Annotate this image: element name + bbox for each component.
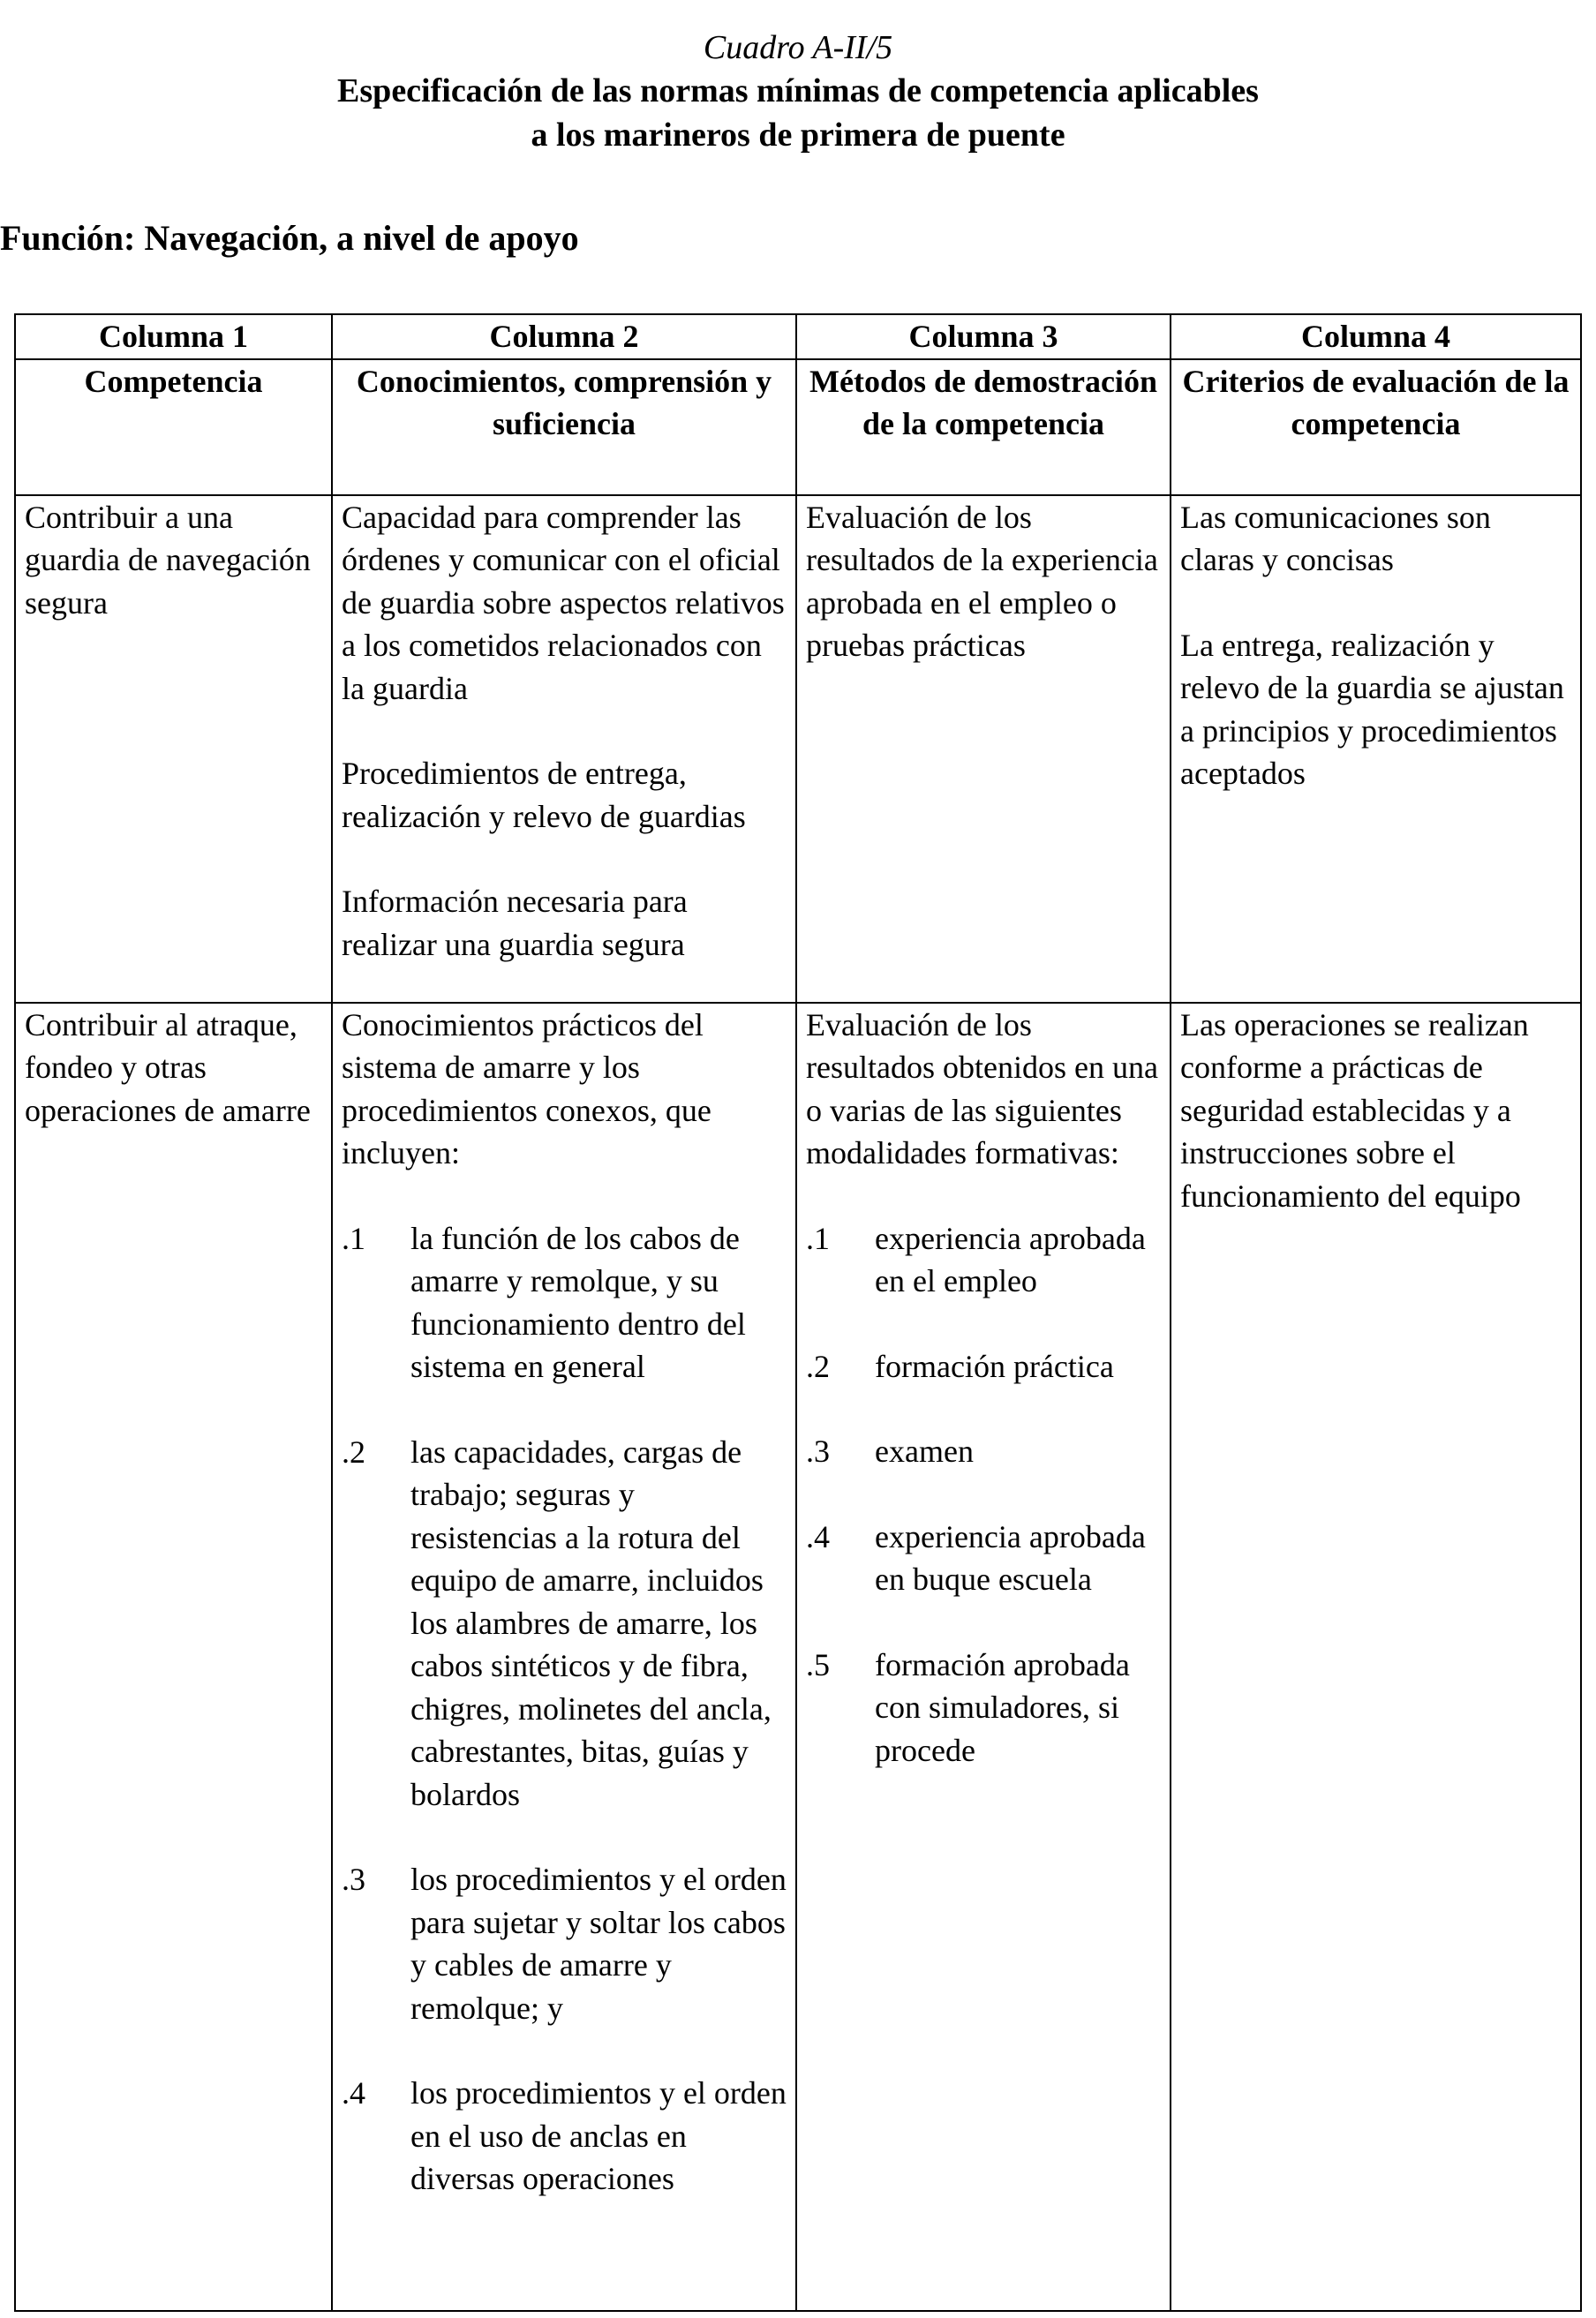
column-title-criteria: Criterios de evaluación de la competencia — [1171, 359, 1581, 495]
knowledge-paragraph: Capacidad para comprender las órdenes y comunicar con el oficial de guardia sobre aspectos relativos a los cometidos relacionados con la guardia — [342, 499, 785, 706]
criteria-cell — [1171, 495, 1581, 1003]
knowledge-list — [342, 1217, 787, 2201]
competence-cell: Contribuir al atraque, fondeo y otras operaciones de amarre — [15, 1003, 332, 2311]
knowledge-intro: Conocimientos prácticos del sistema de amarre y los procedimientos conexos, que incluyen: — [342, 1006, 711, 1170]
methods-intro: Evaluación de los resultados obtenidos en una o varias de las siguientes modalidades formativas: — [806, 1006, 1158, 1170]
list-item — [342, 2072, 787, 2201]
document-header — [0, 26, 1596, 157]
knowledge-cell — [332, 1003, 796, 2311]
column-title-methods: Métodos de demostración de la competencia — [796, 359, 1171, 495]
methods-cell: Evaluación de los resultados de la experiencia aprobada en el empleo o pruebas prácticas — [796, 495, 1171, 1003]
list-item — [806, 1516, 1161, 1601]
column-number-2: Columna 2 — [332, 314, 796, 359]
list-item — [806, 1345, 1161, 1389]
table-caption: Cuadro A-II/5 — [703, 29, 893, 66]
criteria-cell: Las operaciones se realizan conforme a prácticas de seguridad establecidas y a instrucciones sobre el funcionamiento del equipo — [1171, 1003, 1581, 2311]
criteria-paragraph: La entrega, realización y relevo de la guardia se ajustan a principios y procedimientos aceptados — [1180, 627, 1564, 791]
document-title-line-1: Especificación de las normas mínimas de competencia aplicables — [337, 72, 1259, 109]
column-number-1: Columna 1 — [15, 314, 332, 359]
item-text: experiencia aprobada en el empleo — [875, 1220, 1146, 1298]
item-number: .1 — [806, 1220, 830, 1256]
item-text: los procedimientos y el orden para sujetar y soltar los cabos y cables de amarre y remolque; y — [410, 1862, 787, 2026]
column-title-competence: Competencia — [15, 359, 332, 495]
item-number: .1 — [342, 1220, 365, 1256]
column-title-knowledge: Conocimientos, comprensión y suficiencia — [332, 359, 796, 495]
knowledge-paragraph: Procedimientos de entrega, realización y relevo de guardias — [342, 756, 746, 834]
table-row — [15, 1003, 1581, 2311]
knowledge-paragraph: Información necesaria para realizar una guardia segura — [342, 884, 688, 962]
item-number: .4 — [806, 1518, 830, 1554]
list-item — [342, 1431, 787, 1817]
item-text: los procedimientos y el orden en el uso de anclas en diversas operaciones — [410, 2075, 787, 2196]
list-item — [806, 1644, 1161, 1772]
item-text: experiencia aprobada en buque escuela — [875, 1518, 1146, 1597]
competence-cell: Contribuir a una guardia de navegación segura — [15, 495, 332, 1003]
table-row — [15, 495, 1581, 1003]
item-number: .2 — [342, 1434, 365, 1470]
function-heading: Función: Navegación, a nivel de apoyo — [0, 218, 579, 258]
item-text: la función de los cabos de amarre y remolque, y su funcionamiento dentro del sistema en general — [410, 1220, 746, 1384]
item-number: .5 — [806, 1646, 830, 1682]
column-number-row — [15, 314, 1581, 359]
list-item — [342, 1217, 787, 1389]
competence-table — [14, 313, 1582, 2312]
knowledge-cell — [332, 495, 796, 1003]
document-title-line-2: a los marineros de primera de puente — [531, 117, 1065, 154]
item-text: formación aprobada con simuladores, si procede — [875, 1646, 1130, 1768]
methods-list — [806, 1217, 1161, 1772]
item-number: .3 — [342, 1862, 365, 1897]
item-text: formación práctica — [875, 1348, 1114, 1384]
item-text: las capacidades, cargas de trabajo; seguras y resistencias a la rotura del equipo de amarre, incluidos los alambres de amarre, los cabos sintéticos y de fibra, chigres, molinetes del ancla, cabrestantes, bitas, guías y bolardos — [410, 1434, 772, 1812]
list-item — [806, 1430, 1161, 1473]
methods-cell — [796, 1003, 1171, 2311]
list-item — [806, 1217, 1161, 1303]
list-item — [342, 1858, 787, 2029]
criteria-paragraph: Las comunicaciones son claras y concisas — [1180, 499, 1491, 577]
column-number-4: Columna 4 — [1171, 314, 1581, 359]
item-number: .2 — [806, 1348, 830, 1384]
item-number: .4 — [342, 2075, 365, 2111]
item-text: examen — [875, 1434, 974, 1469]
item-number: .3 — [806, 1434, 830, 1469]
column-number-3: Columna 3 — [796, 314, 1171, 359]
column-title-row — [15, 359, 1581, 495]
